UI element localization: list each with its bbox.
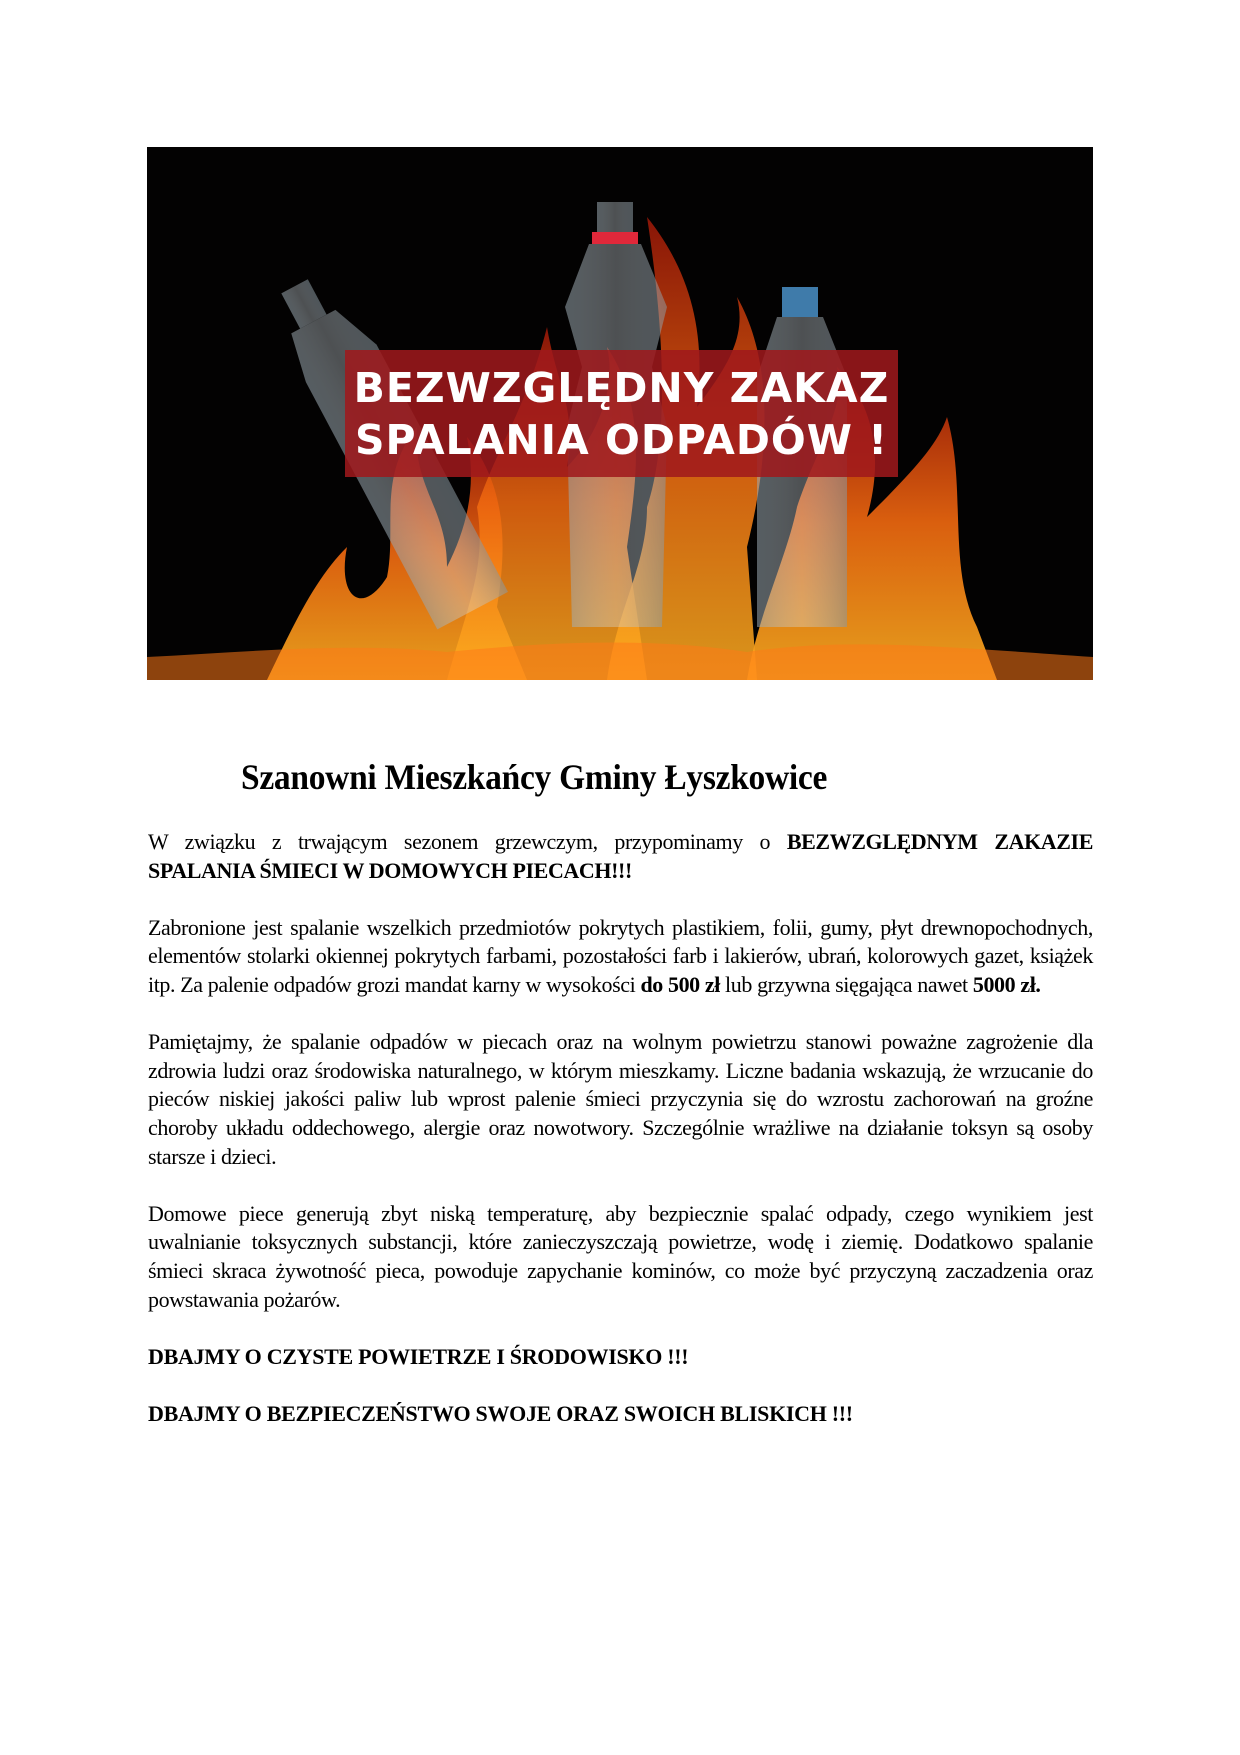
- fine-amount: do 500 zł: [640, 971, 720, 997]
- warning-banner: [345, 350, 898, 477]
- banner-line-1: BEZWZGLĘDNY ZAKAZ: [353, 363, 890, 412]
- page-title: Szanowni Mieszkańcy Gminy Łyszkowice: [241, 757, 828, 797]
- paragraph-intro: [148, 828, 1093, 885]
- paragraph-prohibited-items: [148, 914, 1093, 1000]
- prohibited-text: Zabronione jest spalanie wszelkich przedmiotów pokrytych plastikiem, folii, gumy, płyt drewnopochodnych, elementów stolarki okiennej pokrytych farbami, pozostałości farb i lakierów, ubrań, kolorowych gazet, książek itp. Za palenie odpadów grozi mandat karny w wysokości: [148, 914, 1093, 997]
- penalty-amount: 5000 zł.: [972, 971, 1041, 997]
- paragraph-stoves: Domowe piece generują zbyt niską temperaturę, aby bezpiecznie spalać odpady, czego wynikiem jest uwalnianie toksycznych substancji, które zanieczyszczają powietrze, wodę i ziemię. Dodatkowo spalanie śmieci skraca żywotność pieca, powoduje zapychanie kominów, co może być przyczyną zaczadzenia oraz powstawania pożarów.: [148, 1200, 1093, 1312]
- prohibited-text-2: lub grzywna sięgająca nawet: [719, 971, 973, 997]
- slogan-clean-air: DBAJMY O CZYSTE POWIETRZE I ŚRODOWISKO !!!: [148, 1343, 689, 1369]
- slogan-safety: DBAJMY O BEZPIECZEŃSTWO SWOJE ORAZ SWOICH BLISKICH !!!: [148, 1401, 853, 1427]
- poster-image: [147, 147, 1093, 680]
- notice-body: [148, 828, 1093, 1458]
- paragraph-health: Pamiętajmy, że spalanie odpadów w piecach oraz na wolnym powietrzu stanowi poważne zagrożenie dla zdrowia ludzi oraz środowiska naturalnego, w którym mieszkamy. Liczne badania wskazują, że wrzucanie do pieców niskiej jakości paliw lub wprost palenie śmieci przyczynia się do wzrostu zachorowań na groźne choroby układu oddechowego, alergie oraz nowotwory. Szczególnie wrażliwe na działanie toksyn są osoby starsze i dzieci.: [148, 1029, 1093, 1169]
- intro-emphasis: BEZWZGLĘDNYM ZAKAZIE SPALANIA ŚMIECI W DOMOWYCH PIECACH!!!: [148, 829, 1093, 883]
- intro-text: W związku z trwającym sezonem grzewczym, przypominamy o: [148, 829, 787, 854]
- banner-line-2: SPALANIA ODPADÓW !: [355, 415, 888, 464]
